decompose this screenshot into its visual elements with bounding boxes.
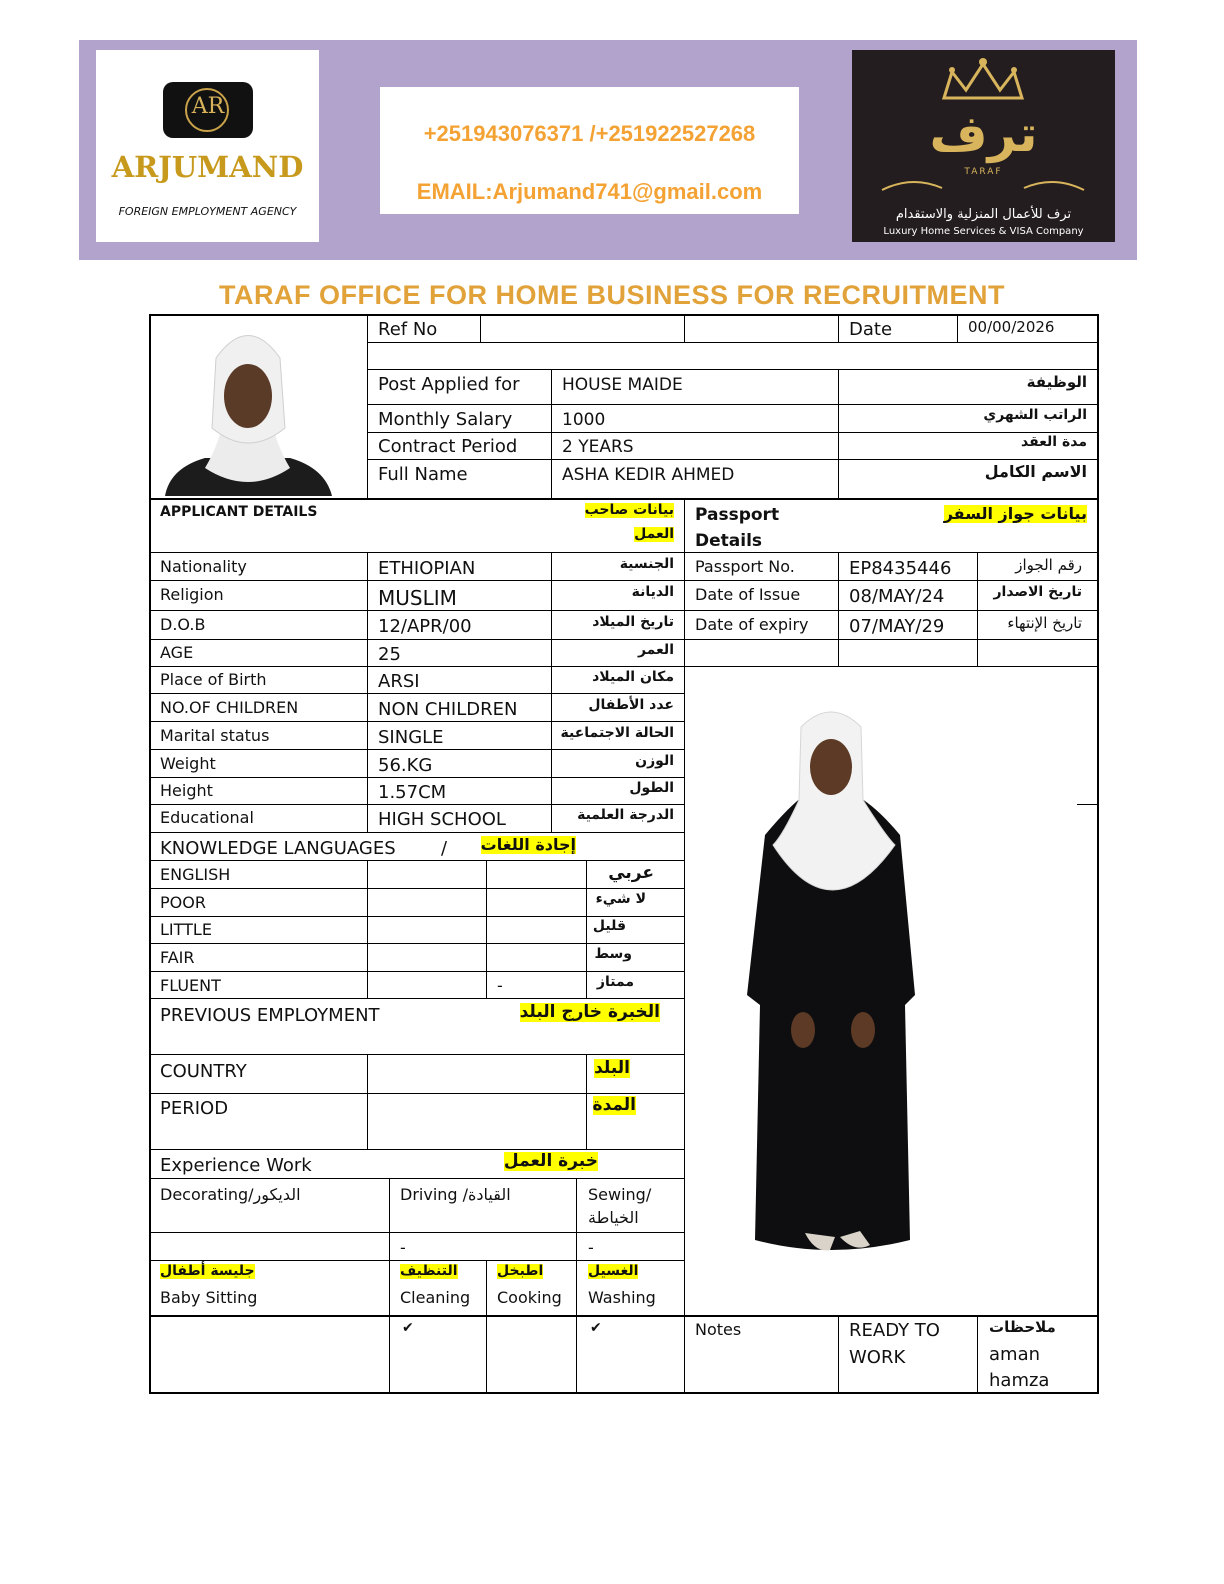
driving-mark: - <box>400 1238 406 1257</box>
sewing-label-1: Sewing/ <box>588 1185 652 1204</box>
place-of-birth-value: ARSI <box>378 671 420 692</box>
applicant-portrait-photo <box>160 318 335 496</box>
passport-heading-1: Passport <box>695 505 780 525</box>
experience-heading: Experience Work <box>160 1155 312 1176</box>
notes-ar: ملاحظات <box>989 1318 1056 1336</box>
lang-fair-label: FAIR <box>160 948 195 967</box>
full-name-label: Full Name <box>378 464 468 485</box>
lang-fluent-ar: ممتاز <box>596 974 634 990</box>
driving-label: Driving /القيادة <box>400 1185 511 1204</box>
weight-label: Weight <box>160 754 216 773</box>
taraf-name: TARAF <box>964 167 1003 177</box>
washing-label: Washing <box>588 1288 656 1307</box>
cleaning-label: Cleaning <box>400 1288 471 1307</box>
salary-label-ar: الراتب الشهري <box>983 407 1087 423</box>
sewing-label-2: الخياطة <box>588 1208 639 1227</box>
passport-no-label: Passport No. <box>695 557 795 576</box>
languages-slash: / <box>441 838 448 859</box>
lang-english-label: ENGLISH <box>160 865 231 884</box>
nationality-value: ETHIOPIAN <box>378 558 476 579</box>
taraf-english-line: Luxury Home Services & VISA Company <box>883 226 1084 237</box>
children-label: NO.OF CHILDREN <box>160 698 299 717</box>
place-of-birth-label: Place of Birth <box>160 670 267 689</box>
monogram-text: AR <box>191 94 225 119</box>
marital-label: Marital status <box>160 726 270 745</box>
height-label: Height <box>160 781 213 800</box>
sewing-mark: - <box>588 1238 594 1257</box>
contact-box <box>380 87 799 214</box>
cooking-ar: اطبخل <box>497 1263 544 1279</box>
lang-fluent-label: FLUENT <box>160 976 221 995</box>
religion-value: MUSLIM <box>378 586 457 610</box>
post-label-ar: الوظيفة <box>1026 373 1087 391</box>
notes-label: Notes <box>695 1320 742 1339</box>
taraf-arabic-line: ترف للأعمال المنزلية والاستقدام <box>895 207 1072 222</box>
issue-date-label: Date of Issue <box>695 585 801 604</box>
page-title: TARAF OFFICE FOR HOME BUSINESS FOR RECRUITMENT <box>219 280 1005 310</box>
cooking-label: Cooking <box>497 1288 562 1307</box>
lang-fair-ar: وسط <box>594 946 632 962</box>
dob-ar: تاريخ الميلاد <box>592 614 674 630</box>
applicant-details-heading: APPLICANT DETAILS <box>160 504 318 520</box>
full-name-label-ar: الاسم الكامل <box>984 462 1087 481</box>
contract-label: Contract Period <box>378 436 518 457</box>
weight-value: 56.KG <box>378 755 433 776</box>
period-ar: المدة <box>592 1095 636 1115</box>
passport-no-value: EP8435446 <box>849 558 952 579</box>
date-label: Date <box>849 319 893 340</box>
weight-ar: الوزن <box>635 753 674 769</box>
baby-sitting-label: Baby Sitting <box>160 1288 258 1307</box>
country-ar: البلد <box>594 1058 630 1078</box>
arjumand-brand: ARJUMAND <box>111 150 304 184</box>
agent-name-1: aman <box>989 1344 1041 1365</box>
children-value: NON CHILDREN <box>378 699 518 720</box>
cleaning-check-icon: ✔ <box>402 1320 414 1336</box>
dob-label: D.O.B <box>160 615 206 634</box>
education-value: HIGH SCHOOL <box>378 809 506 830</box>
education-ar: الدرجة العلمية <box>577 807 674 823</box>
taraf-logo <box>852 50 1115 242</box>
salary-label: Monthly Salary <box>378 409 513 430</box>
email-address: EMAIL:Arjumand741@gmail.com <box>416 179 763 204</box>
passport-heading-ar: بيانات جواز السفر <box>943 504 1087 523</box>
decorating-label: Decorating/الديكور <box>160 1185 301 1204</box>
full-name-value: ASHA KEDIR AHMED <box>562 465 735 485</box>
languages-heading-ar: إجادة اللغات <box>480 835 576 854</box>
children-ar: عدد الأطفال <box>588 697 674 713</box>
ref-no-label: Ref No <box>378 319 438 340</box>
baby-sitting-ar: جليسة أطفال <box>160 1263 255 1279</box>
lang-fluent-mark: - <box>497 976 503 995</box>
education-label: Educational <box>160 808 254 827</box>
height-value: 1.57CM <box>378 782 447 803</box>
phone-numbers: +251943076371 /+251922527268 <box>423 121 756 146</box>
age-value: 25 <box>378 644 401 665</box>
post-value: HOUSE MAIDE <box>562 375 683 395</box>
arjumand-tagline: FOREIGN EMPLOYMENT AGENCY <box>118 205 297 218</box>
nationality-ar: الجنسية <box>619 556 674 572</box>
post-label: Post Applied for <box>378 374 520 395</box>
monogram-badge <box>163 82 253 138</box>
lang-poor-ar: لا شيء <box>595 891 646 907</box>
previous-employment-ar: الخبرة خارج البلد <box>519 1002 660 1022</box>
expiry-date-label: Date of expiry <box>695 615 809 634</box>
washing-check-icon: ✔ <box>590 1320 602 1336</box>
religion-ar: الديانة <box>631 584 674 600</box>
nationality-label: Nationality <box>160 557 247 576</box>
age-label: AGE <box>160 643 194 662</box>
contract-label-ar: مدة العقد <box>1020 434 1087 450</box>
lang-poor-label: POOR <box>160 893 206 912</box>
applicant-full-body-photo <box>735 705 925 1265</box>
agent-name-2: hamza <box>989 1370 1050 1391</box>
country-label: COUNTRY <box>160 1061 247 1082</box>
lang-little-ar: قليل <box>592 918 626 934</box>
religion-label: Religion <box>160 585 224 604</box>
applicant-heading-ar-1: بيانات صاحب <box>584 502 674 518</box>
lang-little-label: LITTLE <box>160 920 212 939</box>
experience-heading-ar: خبرة العمل <box>503 1151 598 1171</box>
washing-ar: الغسيل <box>588 1263 639 1279</box>
expiry-date-value: 07/MAY/29 <box>849 616 945 637</box>
issue-date-ar: تاريخ الاصدار <box>993 584 1082 600</box>
expiry-date-ar: تاريخ الإنتهاء <box>1007 614 1082 632</box>
salary-value: 1000 <box>562 410 606 430</box>
previous-employment-heading: PREVIOUS EMPLOYMENT <box>160 1005 380 1026</box>
contract-value: 2 YEARS <box>562 437 634 457</box>
place-of-birth-ar: مكان الميلاد <box>592 669 674 685</box>
marital-value: SINGLE <box>378 727 444 748</box>
height-ar: الطول <box>629 780 674 796</box>
lang-arabic-ar: عربي <box>608 863 654 883</box>
notes-value-2: WORK <box>849 1347 906 1368</box>
age-ar: العمر <box>637 642 674 658</box>
passport-no-ar: رقم الجواز <box>1015 556 1082 574</box>
issue-date-value: 08/MAY/24 <box>849 586 945 607</box>
period-label: PERIOD <box>160 1098 229 1119</box>
arjumand-logo <box>96 50 319 242</box>
passport-heading-2: Details <box>695 531 763 551</box>
notes-value-1: READY TO <box>849 1320 940 1341</box>
dob-value: 12/APR/00 <box>378 616 472 637</box>
applicant-heading-ar-2: العمل <box>634 526 674 542</box>
marital-ar: الحالة الاجتماعية <box>560 725 674 741</box>
date-value: 00/00/2026 <box>968 318 1055 336</box>
taraf-mark: ترف <box>929 105 1038 163</box>
languages-heading: KNOWLEDGE LANGUAGES <box>160 838 396 859</box>
cleaning-ar: التنظيف <box>400 1263 458 1279</box>
